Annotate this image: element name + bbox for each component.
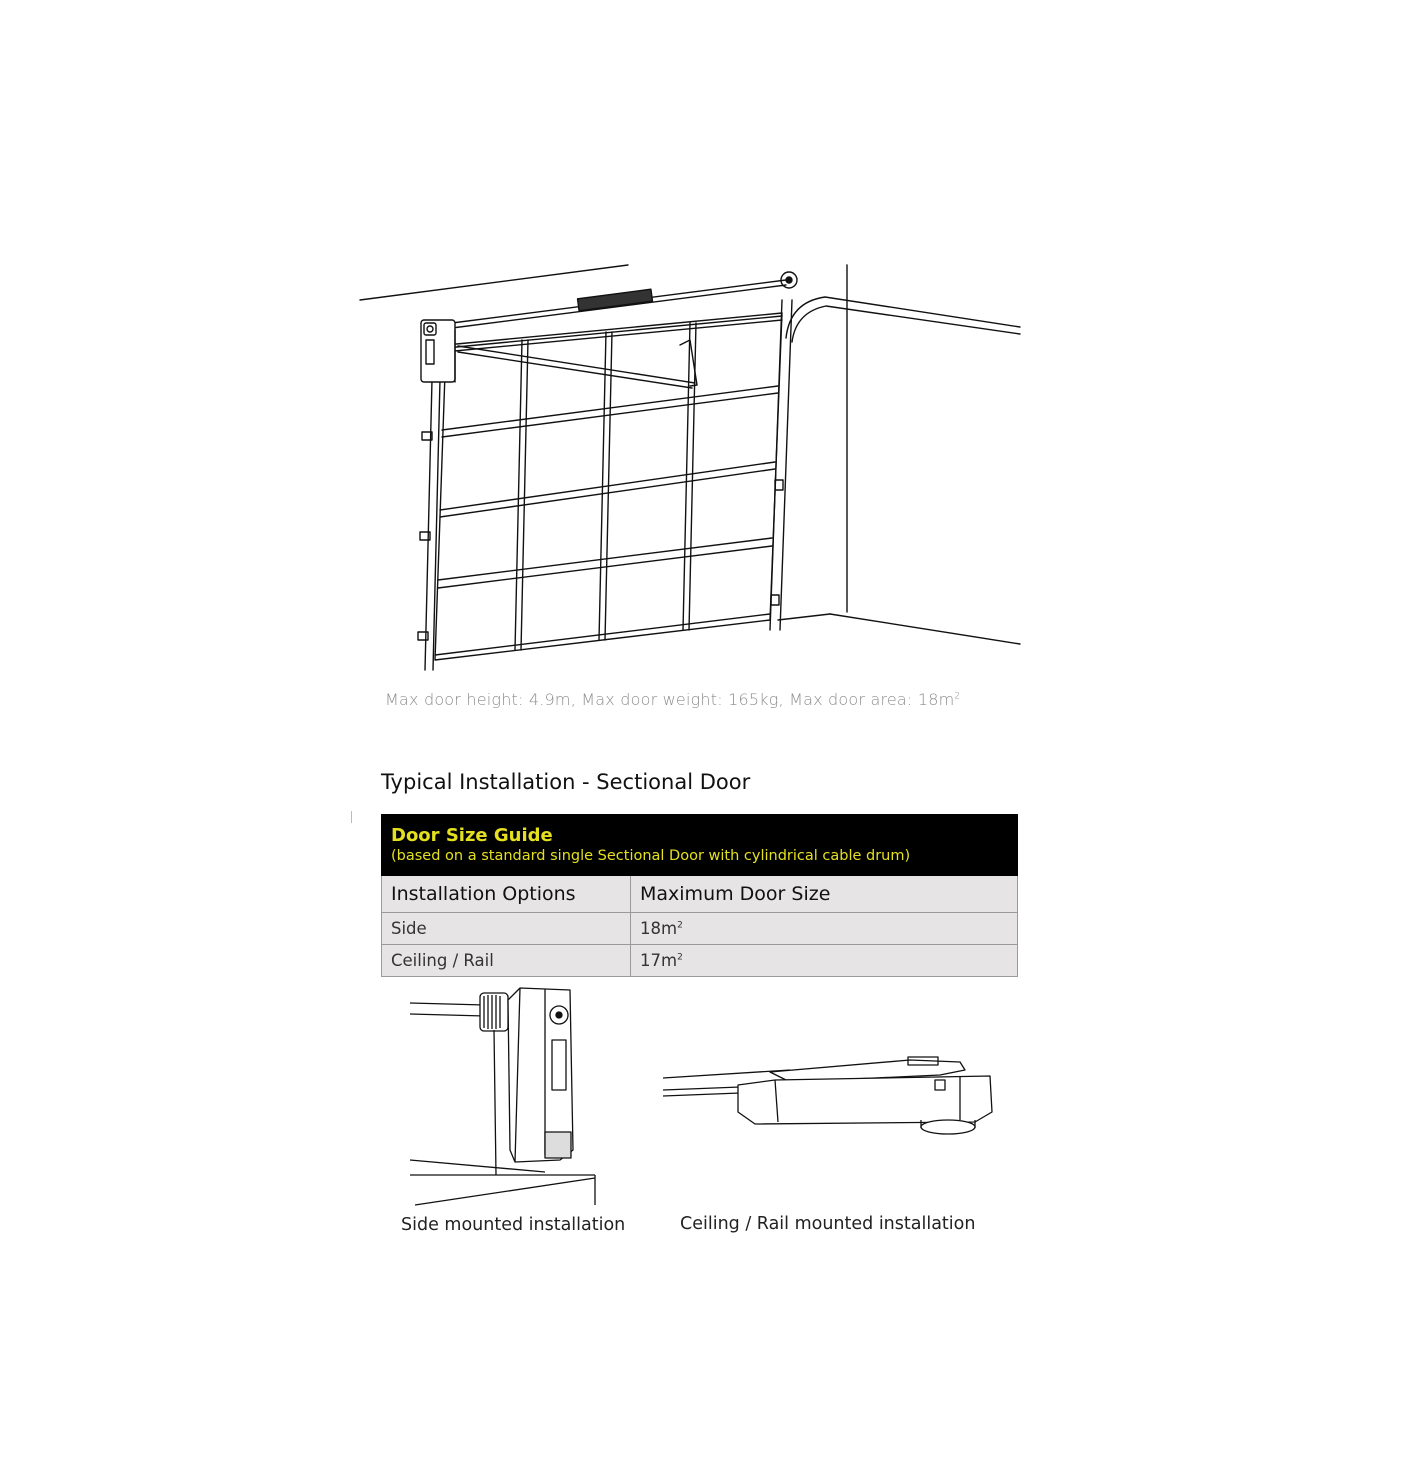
door-size-guide-table bbox=[381, 814, 1018, 977]
door-specs-text: Max door height: 4.9m, Max door weight: 165kg, Max door area: 18m bbox=[385, 690, 955, 709]
size-value: 17m bbox=[640, 951, 678, 970]
column-header-row bbox=[382, 876, 1018, 913]
table-row bbox=[382, 945, 1018, 977]
guide-header-row bbox=[382, 815, 1018, 876]
guide-header-cell bbox=[382, 815, 1018, 876]
column-header-size: Maximum Door Size bbox=[631, 876, 1018, 913]
size-cell bbox=[631, 945, 1018, 977]
size-unit-superscript: 2 bbox=[677, 920, 683, 931]
side-mount-illustration bbox=[405, 985, 600, 1210]
rail-mount-illustration bbox=[660, 1052, 995, 1142]
guide-title: Door Size Guide bbox=[391, 824, 553, 846]
rail-mount-caption: Ceiling / Rail mounted installation bbox=[680, 1214, 976, 1234]
margin-tick bbox=[351, 811, 352, 823]
door-specs-superscript: 2 bbox=[954, 691, 961, 702]
side-mount-caption: Side mounted installation bbox=[401, 1215, 626, 1235]
size-cell bbox=[631, 913, 1018, 945]
size-unit-superscript: 2 bbox=[677, 952, 683, 963]
sectional-door-illustration bbox=[352, 258, 1024, 678]
section-title: Typical Installation - Sectional Door bbox=[381, 770, 751, 794]
column-header-options: Installation Options bbox=[382, 876, 631, 913]
option-cell: Ceiling / Rail bbox=[382, 945, 631, 977]
size-value: 18m bbox=[640, 919, 678, 938]
door-specs-caption bbox=[385, 690, 960, 709]
guide-subtitle: (based on a standard single Sectional Door with cylindrical cable drum) bbox=[391, 847, 911, 864]
option-cell: Side bbox=[382, 913, 631, 945]
table-row bbox=[382, 913, 1018, 945]
